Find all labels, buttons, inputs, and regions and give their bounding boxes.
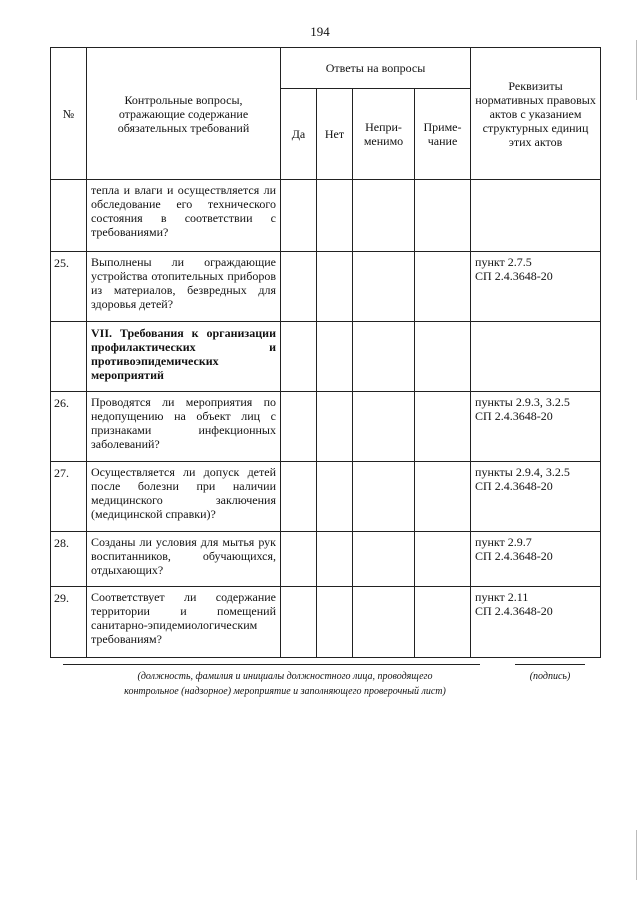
answer-note-cell[interactable] bbox=[415, 462, 471, 532]
answer-na-cell[interactable] bbox=[353, 180, 415, 252]
answer-no-cell[interactable] bbox=[317, 392, 353, 462]
row-number: 27. bbox=[51, 462, 87, 532]
header-yes: Да bbox=[281, 89, 317, 180]
official-caption: (должность, фамилия и инициалы должностного лица, проводящего контрольное (надзорное) мероприятие и заполняющего проверочный лист) bbox=[124, 671, 446, 697]
answer-na-cell[interactable] bbox=[353, 587, 415, 658]
answer-no-cell[interactable] bbox=[317, 462, 353, 532]
table-row bbox=[51, 322, 601, 392]
header-no: Нет bbox=[317, 89, 353, 180]
section-heading: VII. Требования к организации профилактических и противоэпидемических мероприятий bbox=[87, 322, 281, 392]
row-requisites: пункт 2.7.5 СП 2.4.3648-20 bbox=[471, 252, 601, 322]
table-row bbox=[51, 587, 601, 658]
answer-na-cell[interactable] bbox=[353, 532, 415, 587]
row-number: 25. bbox=[51, 252, 87, 322]
signature-caption: (подпись) bbox=[529, 671, 571, 682]
answer-note-cell[interactable] bbox=[415, 532, 471, 587]
row-number bbox=[51, 322, 87, 392]
row-requisites bbox=[471, 322, 601, 392]
scan-edge-mark bbox=[636, 40, 637, 100]
checklist-rows bbox=[51, 180, 601, 658]
row-requisites bbox=[471, 180, 601, 252]
row-number: 28. bbox=[51, 532, 87, 587]
table-row bbox=[51, 392, 601, 462]
answer-yes-cell[interactable] bbox=[281, 462, 317, 532]
header-note: Приме- чание bbox=[415, 89, 471, 180]
checklist-table bbox=[50, 47, 601, 658]
answer-na-cell[interactable] bbox=[353, 462, 415, 532]
answer-note-cell[interactable] bbox=[415, 252, 471, 322]
answer-no-cell[interactable] bbox=[317, 180, 353, 252]
table-row bbox=[51, 532, 601, 587]
row-number bbox=[51, 180, 87, 252]
page-number: 194 bbox=[310, 24, 330, 39]
row-question: Созданы ли условия для мытья рук воспитанников, обучающихся, отдыхающих? bbox=[87, 532, 281, 587]
header-answers: Ответы на вопросы bbox=[281, 48, 471, 89]
answer-yes-cell[interactable] bbox=[281, 392, 317, 462]
answer-note-cell bbox=[415, 322, 471, 392]
answer-no-cell[interactable] bbox=[317, 587, 353, 658]
answer-yes-cell[interactable] bbox=[281, 532, 317, 587]
row-requisites: пункты 2.9.3, 3.2.5 СП 2.4.3648-20 bbox=[471, 392, 601, 462]
answer-na-cell[interactable] bbox=[353, 392, 415, 462]
answer-yes-cell bbox=[281, 322, 317, 392]
answer-yes-cell[interactable] bbox=[281, 180, 317, 252]
row-question: Выполнены ли ограждающие устройства отопительных приборов из материалов, безвредных для здоровья детей? bbox=[87, 252, 281, 322]
row-number: 29. bbox=[51, 587, 87, 658]
answer-yes-cell[interactable] bbox=[281, 587, 317, 658]
official-name-line bbox=[63, 664, 480, 665]
answer-note-cell[interactable] bbox=[415, 587, 471, 658]
row-number: 26. bbox=[51, 392, 87, 462]
header-requisites: Реквизиты нормативных правовых актов с указанием структурных единиц этих актов bbox=[471, 48, 601, 180]
row-question: Осуществляется ли допуск детей после болезни при наличии медицинского заключения (медицинской справки)? bbox=[87, 462, 281, 532]
scan-edge-mark bbox=[636, 830, 637, 880]
signature-line bbox=[515, 664, 585, 665]
header-not-applicable: Непри- менимо bbox=[353, 89, 415, 180]
answer-yes-cell[interactable] bbox=[281, 252, 317, 322]
row-question: Соответствует ли содержание территории и помещений санитарно-эпидемиологическим требованиям? bbox=[87, 587, 281, 658]
answer-no-cell[interactable] bbox=[317, 532, 353, 587]
answer-no-cell bbox=[317, 322, 353, 392]
row-question: тепла и влаги и осуществляется ли обследование его технического состояния в соответствии с требованиями? bbox=[87, 180, 281, 252]
table-row bbox=[51, 462, 601, 532]
answer-note-cell[interactable] bbox=[415, 180, 471, 252]
row-question: Проводятся ли мероприятия по недопущению на объект лиц с признаками инфекционных заболеваний? bbox=[87, 392, 281, 462]
answer-na-cell bbox=[353, 322, 415, 392]
row-requisites: пункты 2.9.4, 3.2.5 СП 2.4.3648-20 bbox=[471, 462, 601, 532]
table-row bbox=[51, 252, 601, 322]
answer-note-cell[interactable] bbox=[415, 392, 471, 462]
header-question: Контрольные вопросы, отражающие содержание обязательных требований bbox=[87, 48, 281, 180]
table-row bbox=[51, 180, 601, 252]
answer-no-cell[interactable] bbox=[317, 252, 353, 322]
row-requisites: пункт 2.11 СП 2.4.3648-20 bbox=[471, 587, 601, 658]
header-num: № bbox=[51, 48, 87, 180]
answer-na-cell[interactable] bbox=[353, 252, 415, 322]
row-requisites: пункт 2.9.7 СП 2.4.3648-20 bbox=[471, 532, 601, 587]
